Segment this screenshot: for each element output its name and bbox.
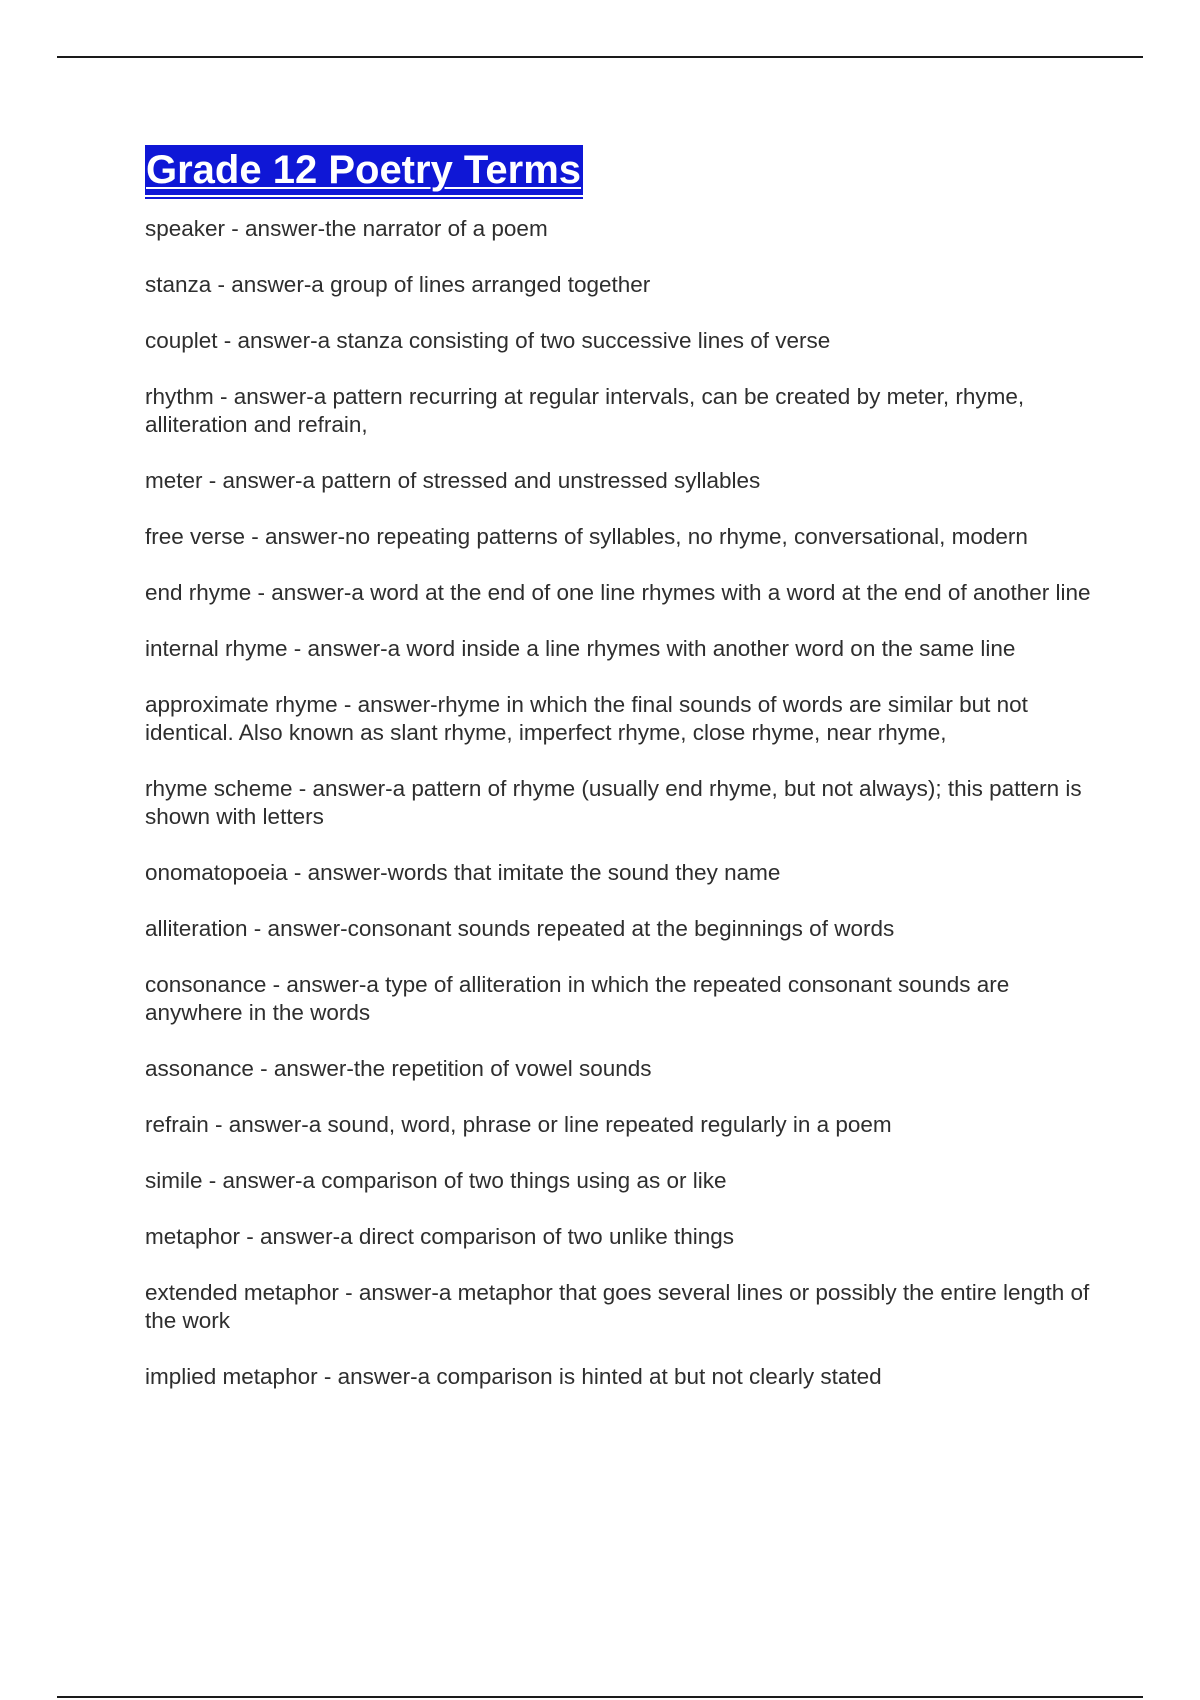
term-end-rhyme: end rhyme - answer-a word at the end of one line rhymes with a word at the end of another line — [145, 580, 1091, 605]
term-rhyme-scheme: rhyme scheme - answer-a pattern of rhyme (usually end rhyme, but not always); this pattern is shown with letters — [145, 776, 1082, 829]
document-title: Grade 12 Poetry Terms — [145, 145, 583, 197]
term-assonance: assonance - answer-the repetition of vowel sounds — [145, 1056, 652, 1081]
term-alliteration: alliteration - answer-consonant sounds repeated at the beginnings of words — [145, 916, 895, 941]
term-metaphor: metaphor - answer-a direct comparison of two unlike things — [145, 1224, 735, 1249]
term-approximate-rhyme: approximate rhyme - answer-rhyme in which the final sounds of words are similar but not identical. Also known as slant rhyme, imperfect rhyme, close rhyme, near rhyme, — [145, 692, 1028, 745]
term-implied-metaphor: implied metaphor - answer-a comparison is hinted at but not clearly stated — [145, 1364, 882, 1389]
term-rhythm: rhythm - answer-a pattern recurring at regular intervals, can be created by meter, rhyme, alliteration and refrain, — [145, 384, 1025, 437]
term-extended-metaphor: extended metaphor - answer-a metaphor that goes several lines or possibly the entire length of the work — [145, 1280, 1090, 1333]
term-consonance: consonance - answer-a type of alliteration in which the repeated consonant sounds are anywhere in the words — [145, 972, 1010, 1025]
top-rule — [57, 56, 1143, 58]
term-speaker: speaker - answer-the narrator of a poem — [145, 216, 548, 241]
terms-list — [145, 215, 1095, 1391]
term-couplet: couplet - answer-a stanza consisting of two successive lines of verse — [145, 328, 831, 353]
term-meter: meter - answer-a pattern of stressed and unstressed syllables — [145, 468, 761, 493]
term-simile: simile - answer-a comparison of two things using as or like — [145, 1168, 727, 1193]
term-internal-rhyme: internal rhyme - answer-a word inside a line rhymes with another word on the same line — [145, 636, 1016, 661]
title-container — [145, 145, 1095, 197]
document-body — [145, 145, 1095, 1419]
term-refrain: refrain - answer-a sound, word, phrase or line repeated regularly in a poem — [145, 1112, 892, 1137]
bottom-rule — [57, 1696, 1143, 1698]
term-stanza: stanza - answer-a group of lines arranged together — [145, 272, 651, 297]
term-free-verse: free verse - answer-no repeating patterns of syllables, no rhyme, conversational, modern — [145, 524, 1028, 549]
term-onomatopoeia: onomatopoeia - answer-words that imitate the sound they name — [145, 860, 781, 885]
